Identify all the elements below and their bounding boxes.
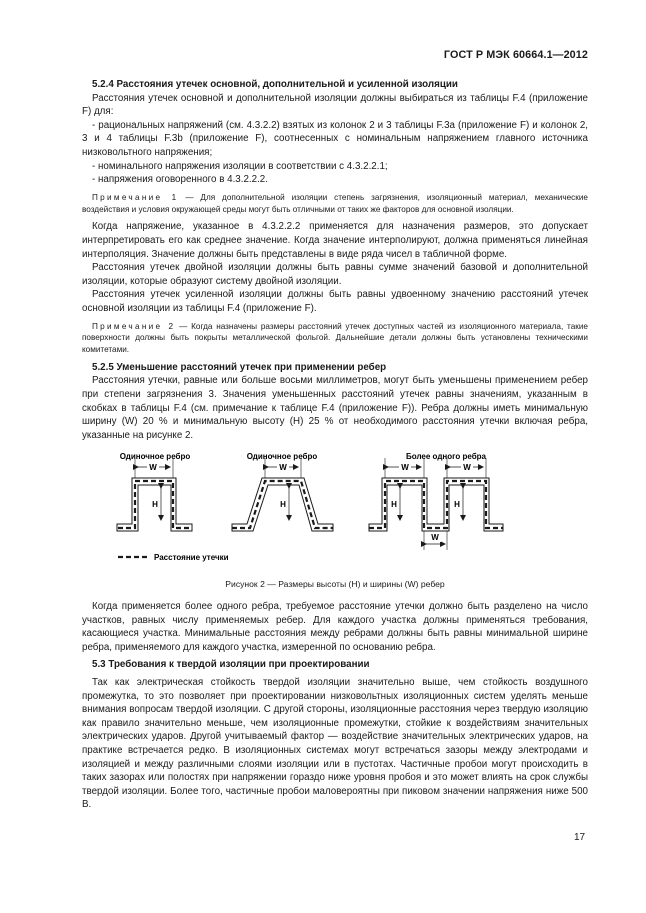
rib-multiple (369, 458, 503, 550)
width-label: W (401, 463, 409, 473)
paragraph: Расстояния утечек усиленной изоляции должны быть равны удвоенному значению расстояний утечек основной изоляции из таблицы F.4 (приложение F). (82, 289, 588, 314)
bullet-item: - рациональных напряжений (см. 4.3.2.2) взятых из колонок 2 и 3 таблицы F.3a (приложение F) и колонок 2, 3 и 4 таблицы F.3b (приложение F), соотнесенных с номинальным напряжением главного источника низковольтного напряжения; (82, 119, 588, 158)
label-multiple-ribs: Более одного ребра (406, 452, 486, 462)
section-5-2-5-heading: 5.2.5 Уменьшение расстояний утечек при применении ребер (92, 361, 387, 373)
legend (118, 553, 229, 562)
legend-label: Расстояние утечки (154, 553, 229, 563)
page-number: 17 (574, 832, 586, 843)
spacing-width-label: W (431, 533, 439, 543)
paragraph: Расстояния утечек двойной изоляции должны быть равны сумме значений базовой и дополнительной изоляции, которые образуют систему двойной изоляции. (82, 262, 588, 287)
note-1 (82, 192, 588, 216)
width-label: W (279, 463, 287, 473)
paragraph: Когда применяется более одного ребра, требуемое расстояние утечки должно быть разделено на число участков, равных числу применяемых ребер. Для каждого участка должны применяться требования, касающиеся участка. Минимальные расстояния между ребрами должны быть равны минимальной ширине ребра, применяемого для каждого участка, измеренной по основанию ребра. (82, 601, 588, 653)
note-2 (82, 321, 588, 356)
section-5-3-heading: 5.3 Требования к твердой изоляции при проектировании (92, 659, 370, 671)
rib-diagram (82, 448, 588, 578)
page-content (82, 78, 588, 812)
rib-trapezoidal (232, 458, 333, 531)
bullet-item: - напряжения оговоренного в 4.3.2.2.2. (92, 174, 268, 186)
height-label: H (280, 500, 286, 510)
width-label: W (463, 463, 471, 473)
paragraph: Так как электрическая стойкость твердой изоляции значительно выше, чем стойкость воздушного промежутка, то это позволяет при проектировании низковольтных изоляционных систем уделять меньше внимания вопросам твердой изоляции. С другой стороны, изоляционные расстояния через твердую изоляцию как правило значительно меньше, чем изоляционные промежутки, стойкие к воздействиям значительных электрических ударов. Другой учитываемый фактор — воздействие значительных электрических ударов, на практике встречается редко. В изоляционных системах могут встречаться зазоры между электродами и изоляцией и между различными слоями изоляции или в пустотах. Частичные пробои могут происходить в таких зазорах или полостях при напряжении гораздо ниже уровня пробоя и это может влиять на срок службы твердой изоляции. Более того, частичные пробои маловероятны при пиковом значении напряжения ниже 500 В. (82, 677, 588, 811)
label-single-rib-1: Одиночное ребро (119, 452, 191, 462)
rib-rectangular (117, 458, 192, 531)
paragraph: Расстояния утечки, равные или больше восьми миллиметров, могут быть уменьшены применением ребер при степени загрязнения 3. Значения уменьшенных расстояний утечек равны значениям, указанным в скобках в таблицы F.4 (см. примечание к таблице F.4 (приложение F)). Ребра должны иметь минимальную ширину (W) 20 % и минимальную высоту (H) 25 % от необходимого расстояния утечки включая ребра, указанные на рисунке 2. (82, 375, 588, 441)
note-1-text: — Для дополнительной изоляции степень загрязнения, изоляционный материал, механические воздействия и условия окружающей среды могут быть отличными от таких же факторов для основной изоляции. (82, 192, 588, 214)
note-2-text: — Когда назначены размеры расстояний утечек доступных частей из изоляционного материала, такие поверхности должны быть покрыты металлической фольгой. Дальнейшие детали должны быть установлены техническими комитетами. (82, 321, 588, 355)
note-1-label: Примечание 1 (92, 192, 179, 202)
note-2-label: Примечание 2 (92, 321, 176, 331)
document-header: ГОСТ Р МЭК 60664.1—2012 (443, 49, 588, 61)
figure-2-rib-dimensions (82, 448, 588, 578)
paragraph: Расстояния утечек основной и дополнительной изоляции должны выбираться из таблицы F.4 (приложение F) для: (82, 92, 588, 118)
height-label: H (152, 500, 158, 510)
figure-caption: Рисунок 2 — Размеры высоты (H) и ширины (W) ребер (225, 579, 445, 590)
height-label: H (391, 500, 397, 510)
bullet-item: - номинального напряжения изоляции в соответствии с 4.3.2.2.1; (92, 160, 388, 172)
paragraph: Когда напряжение, указанное в 4.3.2.2.2 применяется для назначения размеров, это допускает интерпретировать его как среднее значение. Когда значение интерполируют, должна применяться линейная интерполяция. Значение должны быть представлены в виде ряда чисел в табличной форме. (82, 221, 588, 260)
section-5-2-4-heading: 5.2.4 Расстояния утечек основной, дополнительной и усиленной изоляции (92, 79, 458, 90)
label-single-rib-2: Одиночное ребро (246, 452, 318, 462)
height-label: H (454, 500, 460, 510)
width-label: W (149, 463, 157, 473)
